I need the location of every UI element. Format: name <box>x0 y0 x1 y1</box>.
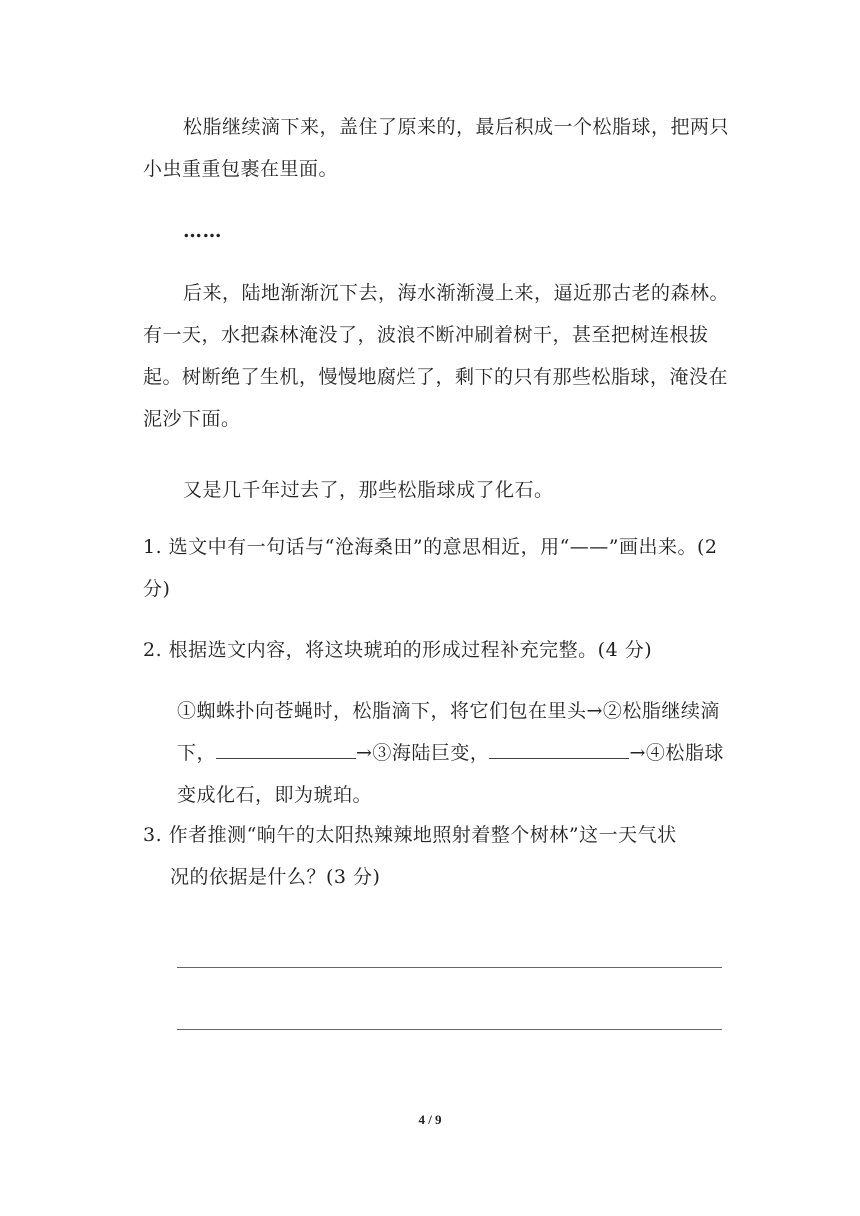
blank-answer-2[interactable] <box>489 738 629 759</box>
question-3-line-1: 3. 作者推测“晌午的太阳热辣辣地照射着整个树林”这一天气状 <box>143 824 677 846</box>
passage-paragraph-3: 又是几千年过去了，那些松脂球成了化石。 <box>183 479 554 501</box>
sequence-part-a: ①蜘蛛扑向苍蝇时，松脂滴下，将它们包在里头→②松脂继续滴下， <box>177 700 720 764</box>
blank-answer-1[interactable] <box>216 738 356 759</box>
question-1: 1. 选文中有一句话与“沧海桑田”的意思相近，用“——”画出来。(2 分) <box>143 536 718 600</box>
page-number: 4 / 9 <box>418 1112 442 1127</box>
passage-ellipsis: …… <box>183 220 222 242</box>
sequence-part-b: →③海陆巨变， <box>356 742 490 764</box>
passage-paragraph-2: 后来，陆地渐渐沉下去，海水渐渐漫上来，逼近那古老的森林。有一天，水把森林淹没了，波浪不断冲刷着树干，甚至把树连根拔起。树断绝了生机，慢慢地腐烂了，剩下的只有那些松脂球，淹没在泥沙下面。 <box>143 282 730 430</box>
answer-line-2[interactable] <box>177 1029 722 1030</box>
sequence-part-c: →④松脂球变成化石，即为琥珀。 <box>177 742 724 806</box>
question-2-sequence <box>177 690 733 816</box>
passage-paragraph-1: 松脂继续滴下来，盖住了原来的，最后积成一个松脂球，把两只小虫重重包裹在里面。 <box>143 116 730 180</box>
question-2: 2. 根据选文内容，将这块琥珀的形成过程补充完整。(4 分) <box>143 639 653 661</box>
question-3-line-2: 况的依据是什么？(3 分) <box>170 866 381 888</box>
answer-line-1[interactable] <box>177 967 722 968</box>
